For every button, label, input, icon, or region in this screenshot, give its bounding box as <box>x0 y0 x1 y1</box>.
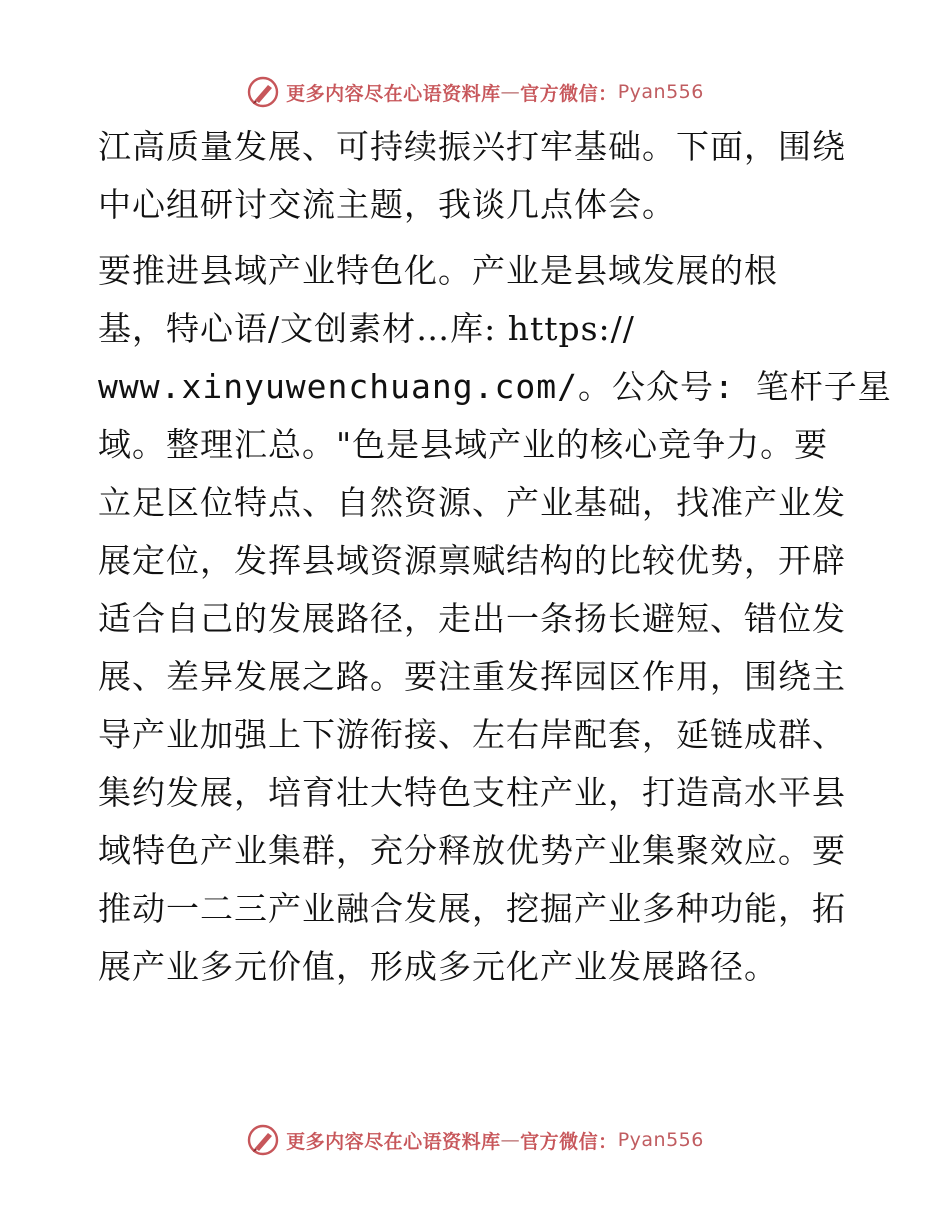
body-line-12: 集约发展，培育壮大特色支柱产业，打造高水平县 <box>98 773 846 812</box>
body-line-14: 推动一二三产业融合发展，挖掘产业多种功能，拓 <box>98 889 846 928</box>
footer-watermark <box>0 1120 950 1160</box>
watermark-wechat-id: Pyan556 <box>617 1129 704 1151</box>
body-line-8: 展定位，发挥县域资源禀赋结构的比较优势，开辟 <box>98 541 846 580</box>
watermark-label: 官方微信： <box>520 1130 618 1153</box>
watermark-brand: 更多内容尽在心语资料库 <box>286 82 501 105</box>
body-line-1: 江高质量发展、可持续振兴打牢基础。下面，围绕 <box>98 127 846 166</box>
body-line-7: 立足区位特点、自然资源、产业基础，找准产业发 <box>98 483 846 522</box>
watermark-wechat-id: Pyan556 <box>617 81 704 103</box>
body-line-10: 展、差异发展之路。要注重发挥园区作用，围绕主 <box>98 657 846 696</box>
watermark-separator: — <box>500 1129 521 1151</box>
body-line-6: 域。整理汇总。"色是县域产业的核心竞争力。要 <box>98 425 829 464</box>
pen-logo-icon <box>246 75 280 109</box>
watermark-brand: 更多内容尽在心语资料库 <box>286 1130 501 1153</box>
body-line-11: 导产业加强上下游衔接、左右岸配套，延链成群、 <box>98 715 846 754</box>
body-line-4: 基，特心语/文创素材…库: https:// <box>98 309 635 348</box>
document-body <box>98 118 892 996</box>
body-line-9: 适合自己的发展路径，走出一条扬长避短、错位发 <box>98 599 846 638</box>
watermark-separator: — <box>500 81 521 103</box>
body-line-15: 展产业多元价值，形成多元化产业发展路径。 <box>98 947 778 986</box>
watermark-label: 官方微信： <box>520 82 618 105</box>
body-line-2: 中心组研讨交流主题，我谈几点体会。 <box>98 185 676 224</box>
header-watermark <box>0 72 950 112</box>
body-line-3: 要推进县域产业特色化。产业是县域发展的根 <box>98 251 778 290</box>
body-line-5: www.xinyuwenchuang.com/。公众号: 笔杆子星 <box>98 367 892 406</box>
pen-logo-icon <box>246 1123 280 1157</box>
body-line-13: 域特色产业集群，充分释放优势产业集聚效应。要 <box>98 831 846 870</box>
